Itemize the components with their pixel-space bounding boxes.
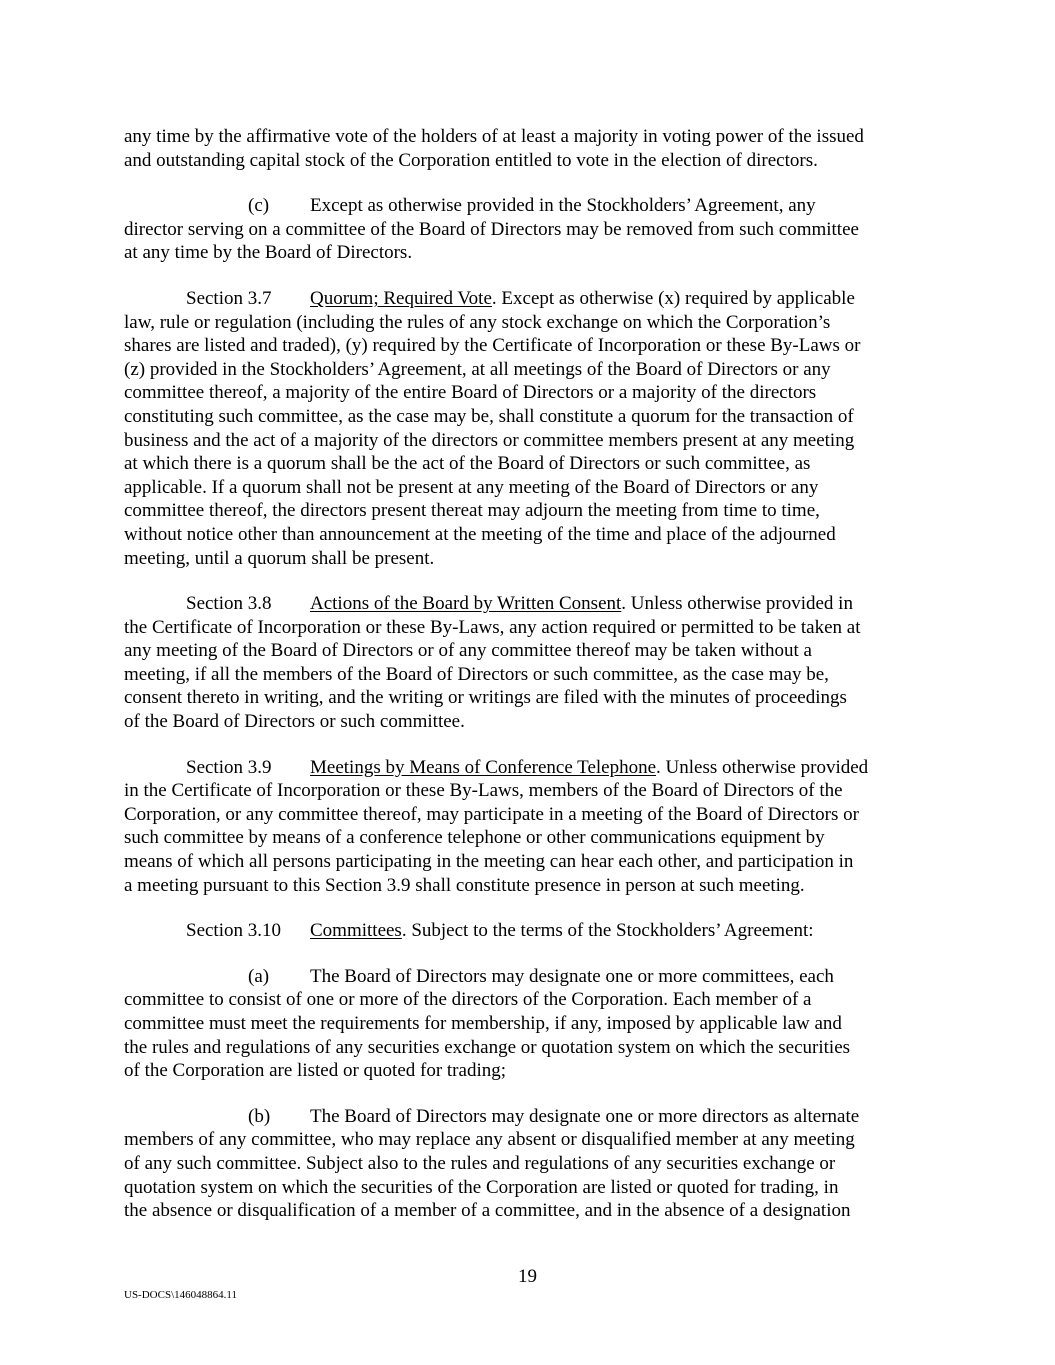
text-run: The Board of Directors may designate one or more directors as alternate xyxy=(310,1105,860,1127)
text-line xyxy=(124,1105,932,1129)
text-run: . Subject to the terms of the Stockholders’ Agreement: xyxy=(401,920,814,942)
text-line: without notice other than announcement at the meeting of the time and place of the adjourned xyxy=(124,523,836,545)
text-line: a meeting pursuant to this Section 3.9 shall constitute presence in person at such meeting. xyxy=(124,874,805,896)
text-line xyxy=(124,965,932,989)
text-run: . Unless otherwise provided xyxy=(656,756,869,778)
text-line: means of which all persons participating in the meeting can hear each other, and participation in xyxy=(124,851,854,873)
text-line: (z) provided in the Stockholders’ Agreement, at all meetings of the Board of Directors or any xyxy=(124,358,831,380)
text-line: such committee by means of a conference telephone or other communications equipment by xyxy=(124,827,825,849)
section-3-10 xyxy=(124,919,932,943)
subsection-label: (b) xyxy=(248,1105,271,1127)
text-line: meeting, if all the members of the Board of Directors or such committee, as the case may be, xyxy=(124,663,829,685)
text-line: of the Corporation are listed or quoted for trading; xyxy=(124,1060,507,1082)
text-line: committee thereof, the directors present thereat may adjourn the meeting from time to time, xyxy=(124,500,820,522)
text-line: applicable. If a quorum shall not be present at any meeting of the Board of Directors or any xyxy=(124,476,819,498)
text-line: committee thereof, a majority of the entire Board of Directors or a majority of the directors xyxy=(124,382,817,404)
section-label: Section 3.7 xyxy=(186,287,272,309)
text-line: consent thereto in writing, and the writing or writings are filed with the minutes of proceedings xyxy=(124,687,847,709)
subsection-label: (a) xyxy=(248,965,270,987)
text-line: shares are listed and traded), (y) required by the Certificate of Incorporation or these By-Laws or xyxy=(124,335,861,357)
text-run: The Board of Directors may designate one or more committees, each xyxy=(310,965,834,987)
section-heading: Committees xyxy=(310,920,402,942)
text-line: the absence or disqualification of a member of a committee, and in the absence of a designation xyxy=(124,1200,851,1222)
text-run: . Except as otherwise (x) required by applicable xyxy=(491,287,855,309)
text-line: the Certificate of Incorporation or these By-Laws, any action required or permitted to be taken at xyxy=(124,616,861,638)
text-line: quotation system on which the securities of the Corporation are listed or quoted for trading, in xyxy=(124,1176,839,1198)
text-line xyxy=(124,287,932,311)
paragraph-3-10-b xyxy=(124,1105,932,1223)
text-run: Except as otherwise provided in the Stockholders’ Agreement, any xyxy=(310,195,816,217)
text-line: any meeting of the Board of Directors or of any committee thereof may be taken without a xyxy=(124,640,812,662)
text-line: members of any committee, who may replace any absent or disqualified member at any meeting xyxy=(124,1129,855,1151)
text-line: constituting such committee, as the case may be, shall constitute a quorum for the transaction of xyxy=(124,405,854,427)
text-line xyxy=(124,592,932,616)
text-line: in the Certificate of Incorporation or these By-Laws, members of the Board of Directors of the xyxy=(124,780,843,802)
text-line: Corporation, or any committee thereof, may participate in a meeting of the Board of Directors or xyxy=(124,803,859,825)
text-line: of the Board of Directors or such committee. xyxy=(124,711,465,733)
section-label: Section 3.9 xyxy=(186,756,272,778)
text-line: at any time by the Board of Directors. xyxy=(124,242,413,264)
text-line: law, rule or regulation (including the rules of any stock exchange on which the Corporation’s xyxy=(124,311,831,333)
section-heading: Meetings by Means of Conference Telephone xyxy=(310,756,657,778)
text-line: committee to consist of one or more of the directors of the Corporation. Each member of a xyxy=(124,989,812,1011)
section-label: Section 3.8 xyxy=(186,593,272,615)
section-3-8 xyxy=(124,592,932,734)
document-body xyxy=(124,125,932,1223)
text-line: and outstanding capital stock of the Corporation entitled to vote in the election of directors. xyxy=(124,149,818,171)
paragraph-3-10-a xyxy=(124,965,932,1083)
text-line xyxy=(124,756,932,780)
text-run: . Unless otherwise provided in xyxy=(621,593,853,615)
section-3-7 xyxy=(124,287,932,570)
text-line: of any such committee. Subject also to the rules and regulations of any securities exchange or xyxy=(124,1152,836,1174)
section-heading: Actions of the Board by Written Consent xyxy=(310,593,622,615)
text-line: committee must meet the requirements for membership, if any, imposed by applicable law and xyxy=(124,1013,842,1034)
text-line: director serving on a committee of the Board of Directors may be removed from such committee xyxy=(124,218,859,240)
section-3-9 xyxy=(124,756,932,898)
paragraph-3-6-c xyxy=(124,194,932,265)
text-line xyxy=(124,194,932,218)
page-number: 19 xyxy=(518,1266,537,1287)
document-id: US-DOCS\146048864.11 xyxy=(124,1289,237,1301)
text-line: any time by the affirmative vote of the holders of at least a majority in voting power of the issued xyxy=(124,126,864,147)
section-label: Section 3.10 xyxy=(186,920,281,942)
text-line: the rules and regulations of any securities exchange or quotation system on which the securities xyxy=(124,1036,851,1058)
text-line: at which there is a quorum shall be the act of the Board of Directors or such committee, as xyxy=(124,453,811,475)
section-heading: Quorum; Required Vote xyxy=(310,287,492,309)
text-line: meeting, until a quorum shall be present. xyxy=(124,547,435,569)
text-line: business and the act of a majority of the directors or committee members present at any meeting xyxy=(124,429,855,451)
text-line xyxy=(124,919,932,943)
paragraph-continuation xyxy=(124,125,932,172)
subsection-label: (c) xyxy=(248,195,270,217)
